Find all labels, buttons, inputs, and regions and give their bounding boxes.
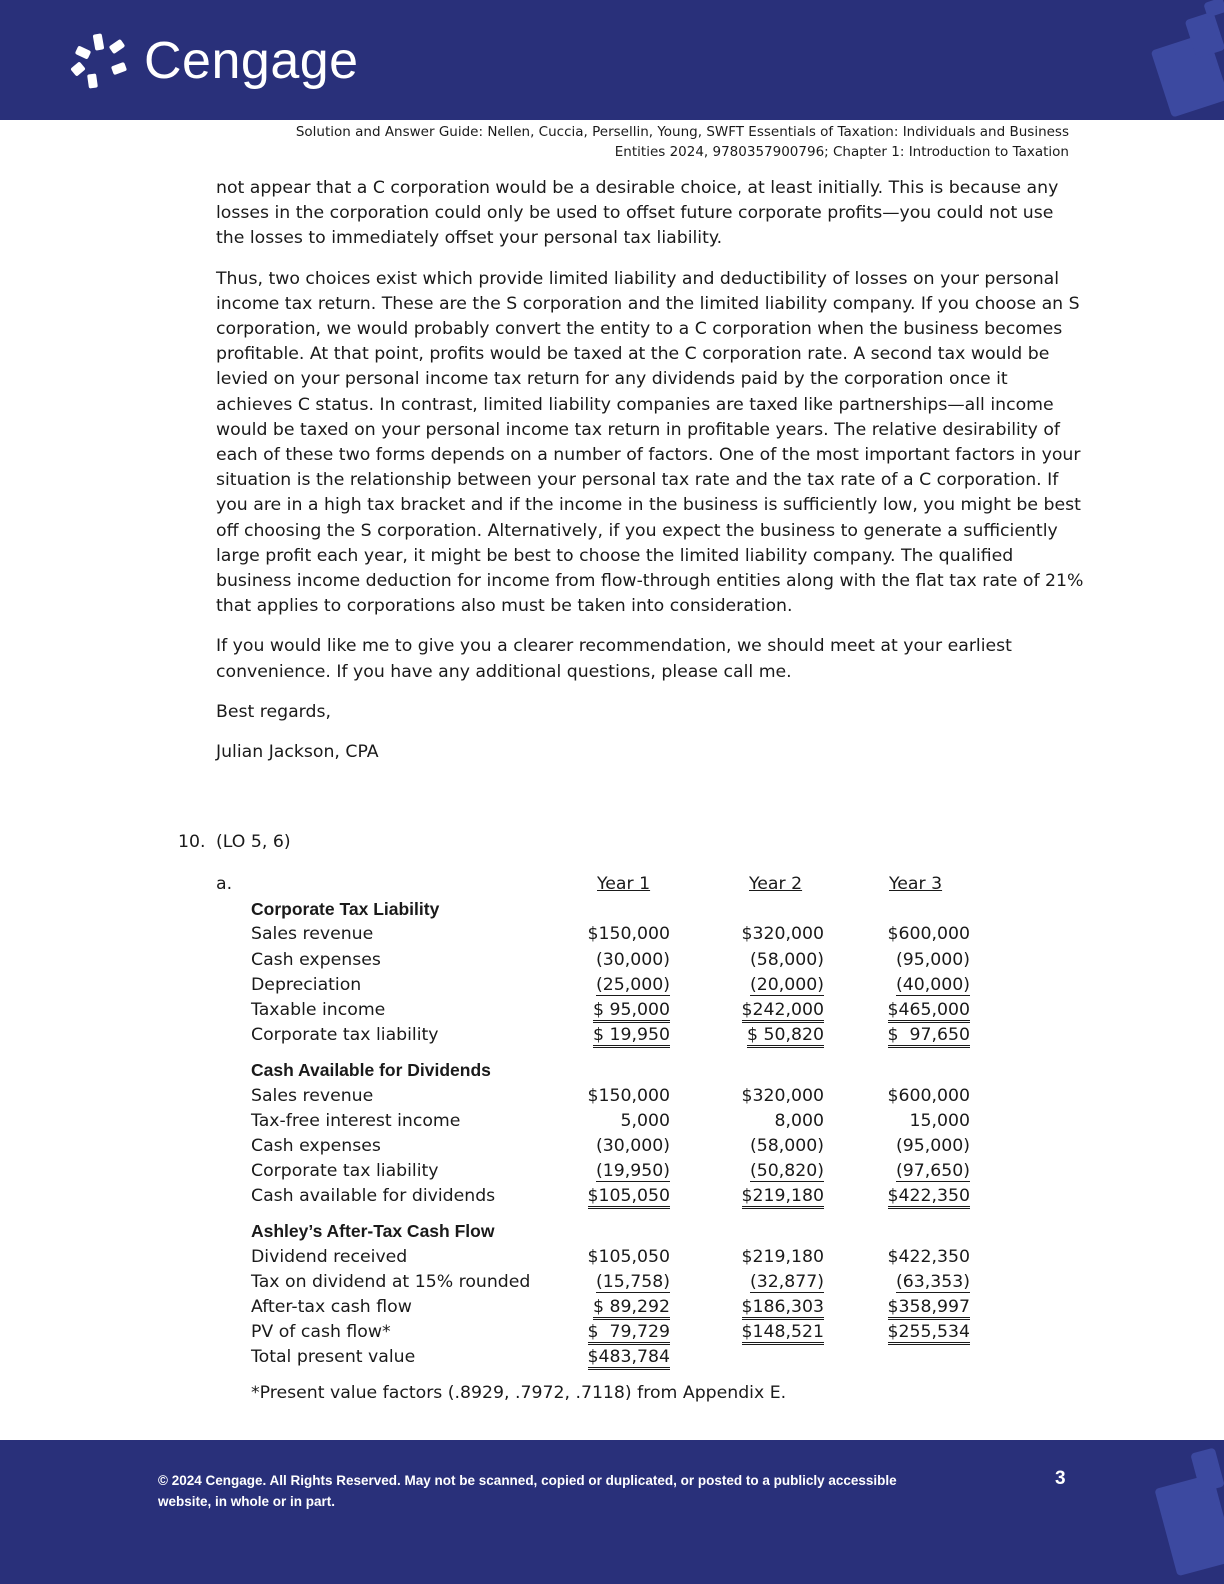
section-title: Cash Available for Dividends [251, 1060, 491, 1081]
table-row: Corporate tax liability $ 19,950 $ 50,820 $ 97,650 [216, 1023, 1016, 1048]
page-number: 3 [1055, 1468, 1066, 1489]
part-label: a. [216, 874, 233, 894]
cengage-logo [72, 30, 359, 92]
table-row: Depreciation (25,000) (20,000) (40,000) [251, 974, 970, 995]
financial-table [216, 872, 1016, 1406]
paragraph: If you would like me to give you a clearer recommendation, we should meet at your earliest convenience. If you have any additional questions, please call me. [216, 636, 1012, 682]
paragraph: not appear that a C corporation would be a desirable choice, at least initially. This is because any losses in the corporation could only be used to offset future corporate profits—you could not use the losses to immediately offset your personal tax liability. [216, 178, 1059, 249]
copyright-notice: © 2024 Cengage. All Rights Reserved. May not be scanned, copied or duplicated, or posted to a publicly accessible website, in whole or in part. [158, 1473, 897, 1509]
table-row: Dividend received $105,050 $219,180 $422,350 [251, 1246, 970, 1267]
table-row: Tax on dividend at 15% rounded (15,758) (32,877) (63,353) [251, 1271, 970, 1292]
brand-name: Cengage [144, 32, 359, 90]
table-header-row [216, 872, 1016, 897]
signature: Julian Jackson, CPA [216, 742, 379, 763]
table-row: Total present value $483,784 [216, 1345, 1016, 1370]
header-band [0, 0, 1224, 120]
table-row: Tax-free interest income 5,000 8,000 15,000 [251, 1110, 970, 1131]
table-row: Cash expenses (30,000) (58,000) (95,000) [251, 1135, 970, 1156]
column-header: Year 1 [597, 874, 651, 894]
footer-decoration [1154, 1474, 1224, 1576]
table-row: Cash expenses (30,000) (58,000) (95,000) [251, 949, 970, 970]
subtitle-line-2: Entities 2024, 9780357900796; Chapter 1: Introduction to Taxation [614, 144, 1069, 160]
paragraph: Thus, two choices exist which provide limited liability and deductibility of losses on your personal income tax return. These are the S corporation and the limited liability company. If you choose an S corporation, we would probably convert the entity to a C corporation when the business becomes profitable. At that point, profits would be taxed at the C corporation rate. A second tax would be levied on your personal income tax return for any dividends paid by the corporation once it achieves C status. In contrast, limited liability companies are taxed like partnerships—all income would be taxed on your personal income tax return in profitable years. The relative desirability of each of these two forms depends on a number of factors. One of the most important factors in your situation is the relationship between your personal tax rate and the tax rate of a C corporation. If you are in a high tax bracket and if the income in the business is sufficiently low, you might be best off choosing the S corporation. Alternatively, if you expect the business to generate a sufficiently large profit each year, it might be best to choose the limited liability company. The qualified business income deduction for income from flow-through entities along with the flat tax rate of 21% that applies to corporations also must be taken into consideration. [216, 268, 1084, 617]
subtitle-line-1: Solution and Answer Guide: Nellen, Cuccia, Persellin, Young, SWFT Essentials of Taxation: Individuals and Business [295, 124, 1069, 140]
table-row: Sales revenue $150,000 $320,000 $600,000 [251, 924, 970, 945]
column-header: Year 2 [749, 874, 803, 894]
footnote: *Present value factors (.8929, .7972, .7118) from Appendix E. [251, 1382, 787, 1403]
closing: Best regards, [216, 701, 331, 722]
table-row: Taxable income $ 95,000 $242,000 $465,000 [216, 998, 1016, 1023]
table-row: Corporate tax liability (19,950) (50,820) (97,650) [251, 1161, 970, 1182]
letter-body [216, 176, 1086, 780]
section-title: Corporate Tax Liability [251, 899, 440, 920]
header-decoration [1203, 0, 1224, 18]
column-header: Year 3 [889, 874, 943, 894]
table-row: After-tax cash flow $ 89,292 $186,303 $358,997 [216, 1295, 1016, 1320]
question-number: 10. [178, 832, 206, 852]
footer-band [0, 1440, 1224, 1584]
cengage-logo-icon [72, 30, 134, 92]
table-row: Sales revenue $150,000 $320,000 $600,000 [251, 1085, 970, 1106]
table-row: Cash available for dividends $105,050 $219,180 $422,350 [216, 1184, 1016, 1209]
section-title: Ashley’s After-Tax Cash Flow [251, 1221, 495, 1242]
document-subtitle [129, 122, 1069, 162]
table-row: PV of cash flow* $ 79,729 $148,521 $255,534 [216, 1320, 1016, 1345]
learning-objective: (LO 5, 6) [216, 832, 291, 852]
